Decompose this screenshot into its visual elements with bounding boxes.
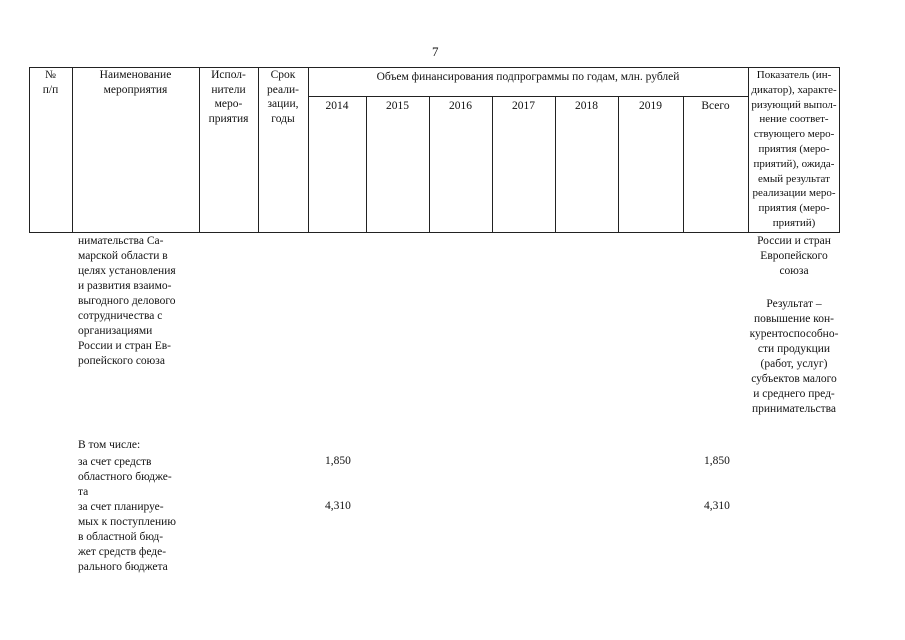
header-col-name: Наименование мероприятия (99, 69, 172, 96)
header-year-2019: 2019 (639, 100, 662, 112)
header-year-2018: 2018 (575, 100, 598, 112)
federal-total-value: 4,310 (704, 500, 730, 512)
regional-2014-value: 1,850 (325, 455, 351, 467)
header-col-indicator: Показатель (ин- дикатор), характе- ризующий выпол- нение соответ- ствующего меро- приятия (меро- приятий), ожида- емый результат реализации меро- приятия (меро- приятий) (751, 69, 837, 229)
in-total-label: В том числе: (78, 439, 141, 451)
header-year-2014: 2014 (325, 100, 349, 112)
indicator-text-continued: России и стран Европейского союза (757, 235, 831, 277)
header-year-2017: 2017 (512, 100, 535, 112)
header-col-executors: Испол- нители меро- приятия (208, 69, 249, 125)
activity-name-text: нимательства Са- марской области в целях установления и развития взаимо- выгодного делового сотрудничества с организациями России и стран Ев- ропейского союза (78, 235, 176, 367)
header-col-term: Срок реали- зации, годы (267, 69, 299, 125)
federal-2014-value: 4,310 (325, 500, 351, 512)
regional-budget-label: за счет средств областного бюдже- та (78, 456, 172, 498)
header-col-number: № п/п (42, 69, 59, 96)
header-col-funding: Объем финансирования подпрограммы по годам, млн. рублей (376, 71, 680, 83)
header-year-2015: 2015 (386, 100, 409, 112)
header-total: Всего (701, 100, 730, 112)
federal-budget-label: за счет планируе- мых к поступлению в областной бюд- жет средств феде- рального бюджета (78, 501, 176, 573)
indicator-result-text: Результат – повышение кон- курентоспособно- сти продукции (работ, услуг) субъектов малого и среднего пред- принимательства (749, 298, 839, 415)
regional-total-value: 1,850 (704, 455, 730, 467)
header-year-2016: 2016 (449, 100, 472, 112)
page-number: 7 (432, 44, 439, 59)
